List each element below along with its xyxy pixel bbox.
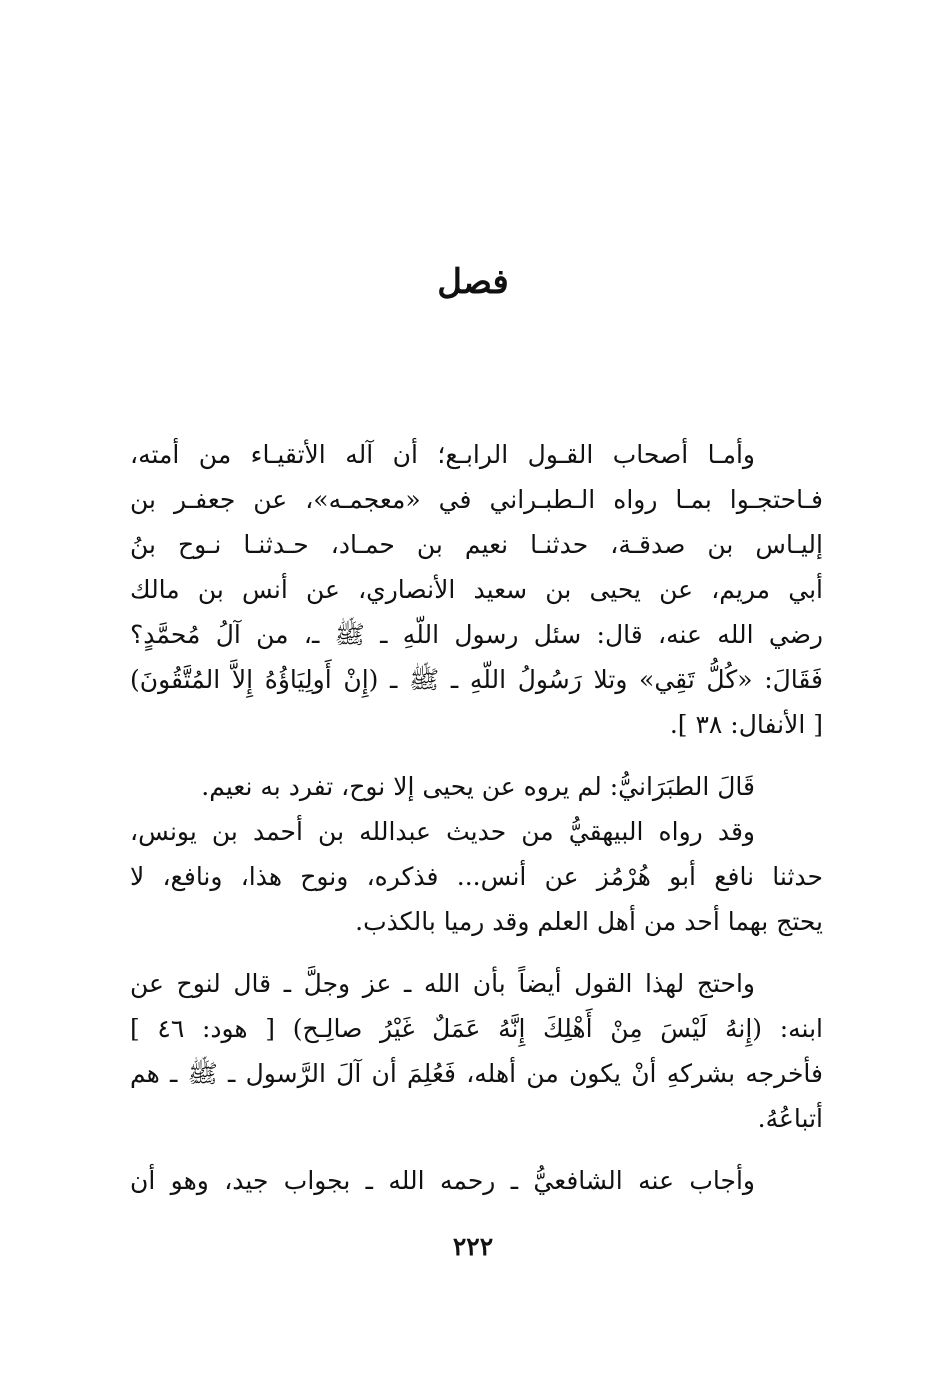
- section-title: فصل: [437, 262, 509, 302]
- text-line: واحتج لهذا القول أيضاً بأن الله ـ عز وجلَّ ـ قال لنوح عن: [130, 969, 755, 998]
- text-line: يحتج بهما أحد من أهل العلم وقد رميا بالكذب.: [355, 907, 823, 936]
- text-line: وأجاب عنه الشافعيُّ ـ رحمه الله ـ بجواب جيد، وهو أن: [130, 1166, 755, 1195]
- text-line: وقد رواه البيهقيُّ من حديث عبدالله بن أحمد بن يونس،: [130, 817, 755, 846]
- text-line: إليـاس بن صدقـة، حدثنـا نعيم بن حمـاد، حـدثنـا نـوح بنُ: [130, 530, 823, 559]
- paragraph-nuh-argument: [130, 961, 823, 1141]
- text-line: ابنه: (إِنهُ لَيْسَ مِنْ أَهْلِكَ إِنَّهُ عَمَلٌ غَيْرُ صالِـح) [ هود: ٤٦ ]: [130, 1014, 823, 1043]
- text-line: حدثنا نافع أبو هُرْمُز عن أنس... فذكره، ونوح هذا، ونافع، لا: [130, 862, 823, 891]
- text-line: قَالَ الطبَرَانيُّ: لم يروه عن يحيى إلا نوح، تفرد به نعيم.: [201, 772, 755, 801]
- text-line: فَقَالَ: «كُلُّ تَقِي» وتلا رَسُولُ اللّهِ ـ ﷺ ـ (إِنْ أَولِيَاؤُهُ إِلاَّ المُتَّقُونَ): [130, 665, 823, 694]
- paragraph-fourth-opinion: [130, 432, 823, 747]
- text-line: وأمـا أصحاب القـول الرابـع؛ أن آله الأتقيـاء من أمته،: [130, 440, 755, 469]
- text-line: أتباعُهُ.: [757, 1104, 823, 1133]
- page-body: [130, 432, 823, 1203]
- paragraph-tabarani-note: [130, 764, 823, 809]
- text-line: فأخرجه بشركهِ أنْ يكون من أهله، فَعُلِمَ أن آلَ الرَّسول ـ ﷺ ـ هم: [130, 1059, 823, 1088]
- paragraph-bayhaqi: [130, 809, 823, 944]
- text-line: أبي مريم، عن يحيى بن سعيد الأنصاري، عن أنس بن مالك: [130, 575, 823, 604]
- paragraph-shafii-reply: [130, 1158, 823, 1203]
- page-number: ٢٢٢: [452, 1232, 494, 1261]
- text-line: [ الأنفال: ٣٨ ].: [669, 710, 823, 739]
- text-line: رضي الله عنه، قال: سئل رسول اللّهِ ـ ﷺ ـ، من آلُ مُحمَّدٍ؟: [130, 620, 823, 649]
- text-line: فـاحتجـوا بمـا رواه الـطبـراني في «معجمـه»، عن جعفـر بن: [130, 485, 823, 514]
